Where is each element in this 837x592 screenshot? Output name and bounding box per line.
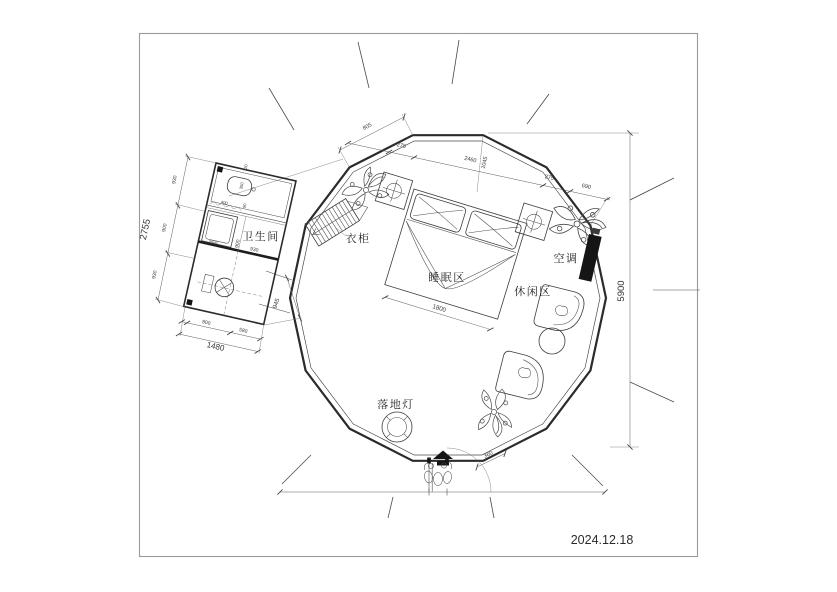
bed-group — [380, 189, 526, 333]
dim-1480: 1480 — [205, 340, 226, 353]
pillow — [409, 193, 466, 233]
dim-580: 580 — [238, 327, 248, 335]
bottom-baseline — [277, 489, 607, 496]
entry-figures — [424, 462, 453, 486]
vanity-counter — [211, 167, 292, 218]
entrance-group — [424, 448, 491, 492]
cushion — [517, 366, 532, 379]
dim-in-350: 350 — [238, 181, 245, 190]
dim-945: 945 — [271, 297, 282, 310]
dim-275b: 275 — [543, 174, 555, 182]
label-sleeping-area: 睡眠区 — [428, 272, 466, 284]
dim-360: 360 — [483, 450, 495, 460]
dim-in-90: 90 — [241, 202, 248, 209]
dim-805: 805 — [362, 122, 374, 132]
pillow — [465, 210, 522, 250]
dim-5900: 5900 — [616, 280, 627, 302]
dim-930b: 930 — [151, 270, 159, 280]
roof-rays — [269, 40, 674, 518]
dim-in-120: 120 — [242, 163, 249, 172]
column-marker — [186, 299, 193, 306]
top-dimensions — [337, 114, 611, 226]
plant-icon — [545, 191, 612, 251]
toilet-tank — [202, 274, 215, 293]
dim-1045: 1045 — [480, 156, 490, 170]
label-floor-lamp: 落地灯 — [377, 399, 415, 411]
cushion — [554, 304, 569, 317]
dim-800: 800 — [201, 319, 211, 327]
dim-in-400: 400 — [220, 199, 229, 206]
room-walls — [290, 135, 606, 461]
dim-690: 690 — [580, 183, 592, 191]
label-leisure-area: 休闲区 — [514, 286, 552, 298]
armchair-bottom — [495, 350, 549, 402]
dim-275a: 275 — [395, 142, 407, 150]
plant-icon — [475, 386, 518, 439]
date-label: 2024.12.18 — [570, 533, 634, 547]
dim-900: 900 — [161, 223, 169, 233]
dim-550: 550 — [208, 239, 218, 247]
dim-2460: 2460 — [463, 155, 477, 165]
label-bathroom: 卫生间 — [242, 231, 280, 243]
label-wardrobe: 衣柜 — [345, 233, 371, 245]
label-ac: 空调 — [553, 253, 579, 265]
dim-in-900: 900 — [234, 239, 242, 249]
side-table — [539, 328, 565, 354]
ac-unit — [579, 227, 604, 282]
dim-in-930: 930 — [249, 246, 259, 254]
floor-lamp-symbol — [382, 412, 412, 442]
dim-2755: 2755 — [137, 217, 154, 241]
dim-bed-width: 1800 — [431, 303, 447, 314]
dim-930a: 930 — [171, 175, 179, 185]
